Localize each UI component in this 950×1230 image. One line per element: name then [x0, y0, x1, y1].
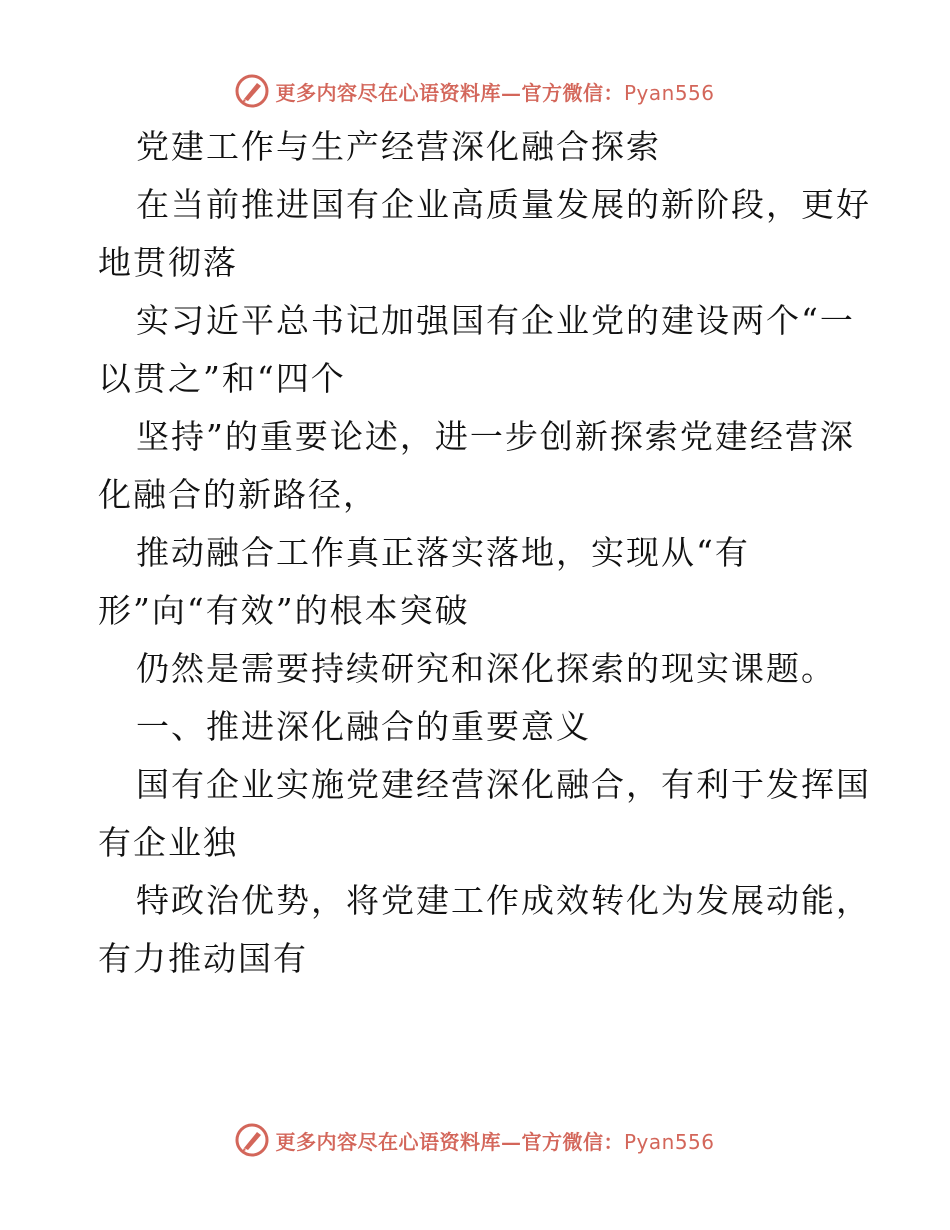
paragraph-line: 有企业独 — [98, 823, 238, 862]
watermark-text: 更多内容尽在心语资料库—官方微信：Pyan556 — [275, 80, 715, 105]
paragraph-line: 仍然是需要持续研究和深化探索的现实课题。 — [136, 649, 836, 688]
watermark-footer — [0, 1120, 950, 1160]
paragraph-line: 以贯之”和“四个 — [98, 359, 346, 398]
paragraph-line: 有力推动国有 — [98, 939, 308, 978]
section-heading: 一、推进深化融合的重要意义 — [136, 707, 591, 746]
document-title: 党建工作与生产经营深化融合探索 — [136, 127, 661, 166]
pen-logo-icon — [235, 1123, 269, 1157]
document-body — [98, 118, 871, 988]
paragraph-line: 国有企业实施党建经营深化融合，有利于发挥国 — [136, 765, 871, 804]
watermark-wechat-id: Pyan556 — [623, 80, 715, 105]
paragraph-line: 形”向“有效”的根本突破 — [98, 591, 470, 630]
watermark-text: 更多内容尽在心语资料库—官方微信：Pyan556 — [275, 1129, 715, 1154]
paragraph-line: 推动融合工作真正落实落地，实现从“有 — [136, 533, 750, 572]
paragraph-line: 化融合的新路径， — [98, 475, 378, 514]
pen-logo-icon — [235, 74, 269, 108]
paragraph-line: 在当前推进国有企业高质量发展的新阶段，更好 — [136, 185, 871, 224]
paragraph-line: 特政治优势，将党建工作成效转化为发展动能， — [136, 881, 871, 920]
paragraph-line: 实习近平总书记加强国有企业党的建设两个“一 — [136, 301, 855, 340]
watermark-wechat-id: Pyan556 — [623, 1129, 715, 1154]
watermark-header — [0, 71, 950, 111]
paragraph-line: 地贯彻落 — [98, 243, 238, 282]
paragraph-line: 坚持”的重要论述，进一步创新探索党建经营深 — [136, 417, 855, 456]
